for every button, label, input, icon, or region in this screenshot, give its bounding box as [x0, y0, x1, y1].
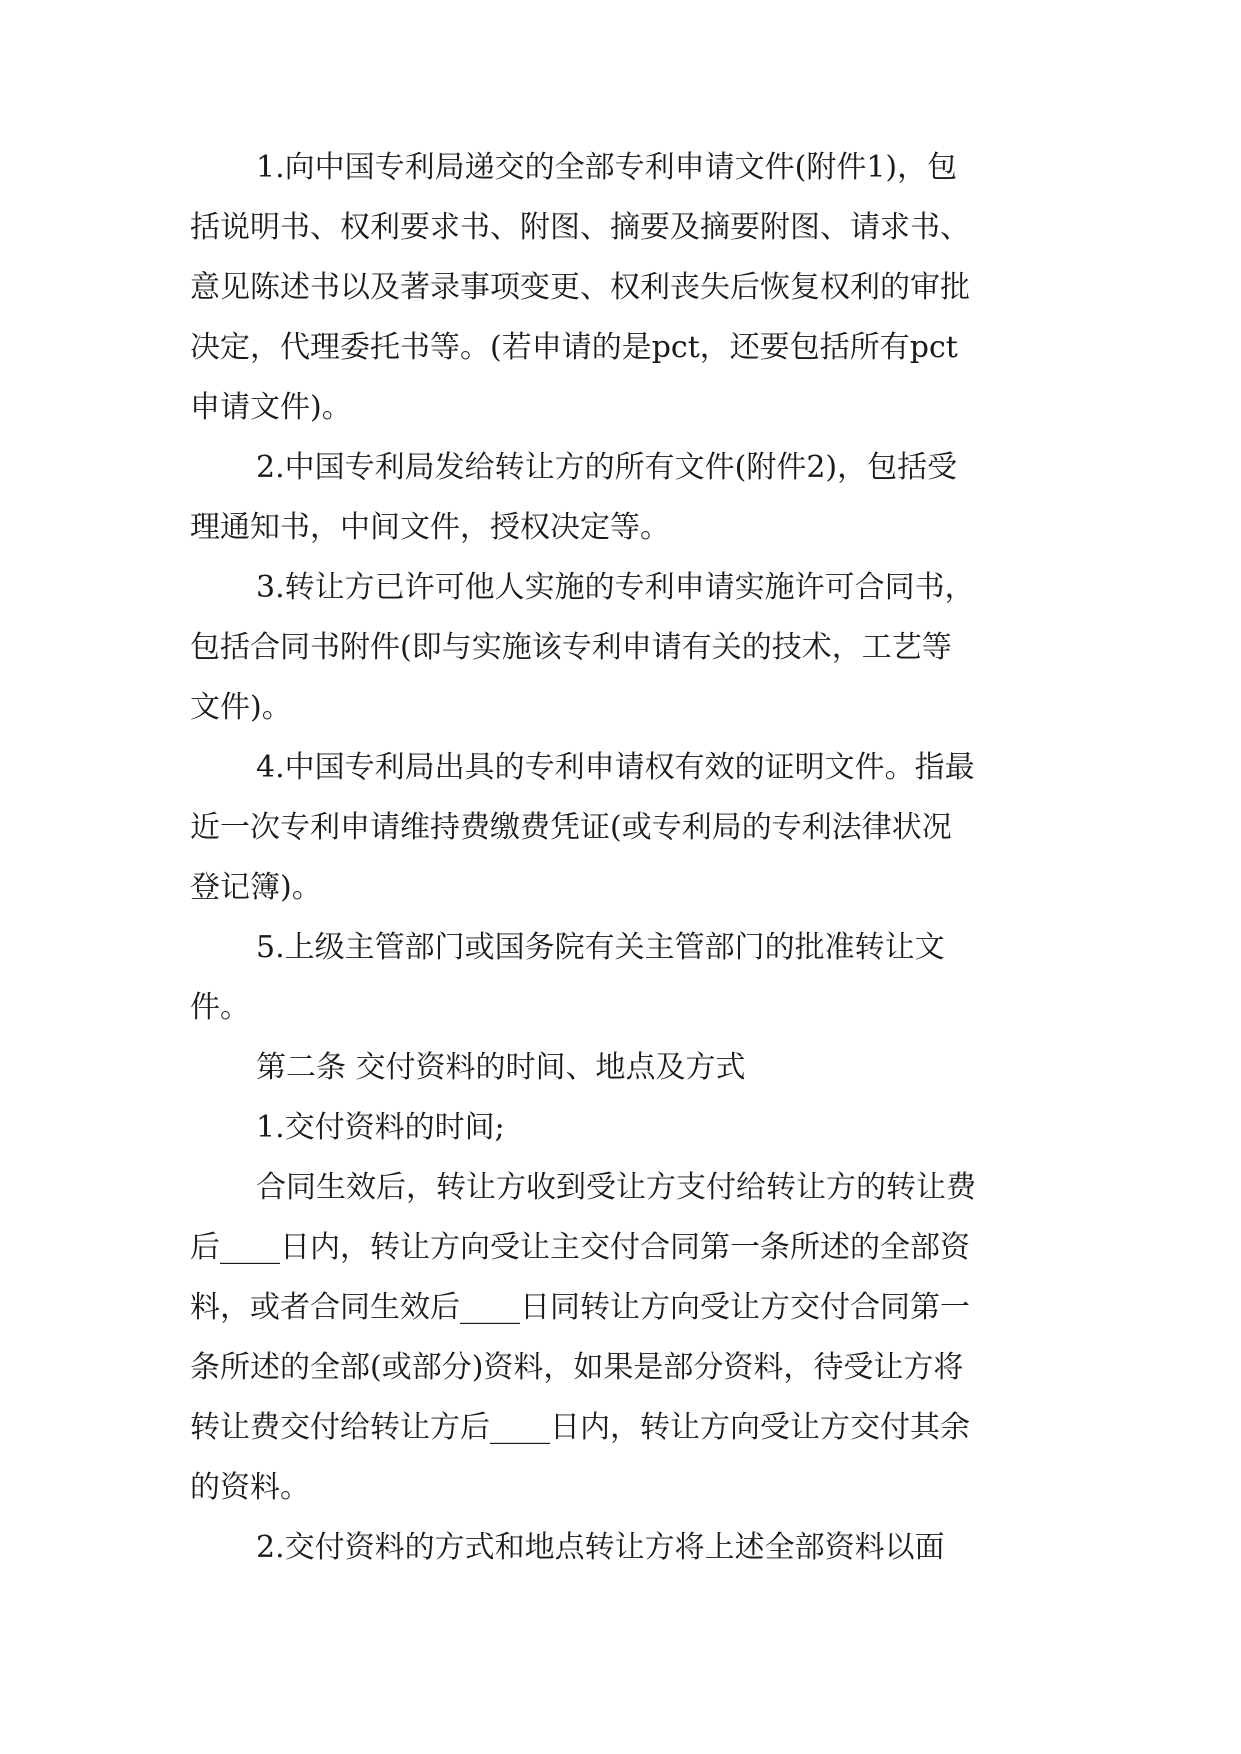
text-line-21: 条所述的全部(或部分)资料，如果是部分资料，待受让方将: [190, 1350, 964, 1385]
text-line-20: 料，或者合同生效后____日同转让方向受让方交付合同第一: [190, 1290, 970, 1325]
text-line-1: 1.向中国专利局递交的全部专利申请文件(附件1)，包: [256, 150, 958, 185]
text-line-7: 理通知书，中间文件，授权决定等。: [190, 510, 670, 545]
text-line-13: 登记簿)。: [190, 870, 322, 905]
text-line-19: 后____日内，转让方向受让主交付合同第一条所述的全部资: [190, 1230, 970, 1265]
text-line-3: 意见陈述书以及著录事项变更、权利丧失后恢复权利的审批: [190, 270, 970, 305]
text-line-9: 包括合同书附件(即与实施该专利申请有关的技术，工艺等: [190, 630, 952, 665]
text-line-23: 的资料。: [190, 1470, 310, 1505]
text-line-6: 2.中国专利局发给转让方的所有文件(附件2)，包括受: [256, 450, 958, 485]
text-line-22: 转让费交付给转让方后____日内，转让方向受让方交付其余: [190, 1410, 970, 1445]
text-line-11: 4.中国专利局出具的专利申请权有效的证明文件。指最: [256, 750, 975, 785]
text-line-10: 文件)。: [190, 690, 292, 725]
text-line-17: 1.交付资料的时间;: [256, 1110, 505, 1145]
text-line-5: 申请文件)。: [190, 390, 352, 425]
text-line-15: 件。: [190, 990, 250, 1025]
text-line-8: 3.转让方已许可他人实施的专利申请实施许可合同书，: [256, 570, 975, 605]
text-line-14: 5.上级主管部门或国务院有关主管部门的批准转让文: [256, 930, 945, 965]
text-line-12: 近一次专利申请维持费缴费凭证(或专利局的专利法律状况: [190, 810, 952, 845]
text-line-24: 2.交付资料的方式和地点转让方将上述全部资料以面: [256, 1530, 945, 1565]
text-line-4: 决定，代理委托书等。(若申请的是pct，还要包括所有pct: [190, 330, 958, 365]
text-line-2: 括说明书、权利要求书、附图、摘要及摘要附图、请求书、: [190, 210, 970, 245]
text-line-18: 合同生效后，转让方收到受让方支付给转让方的转让费: [256, 1170, 976, 1205]
section-heading: 第二条 交付资料的时间、地点及方式: [256, 1050, 746, 1085]
